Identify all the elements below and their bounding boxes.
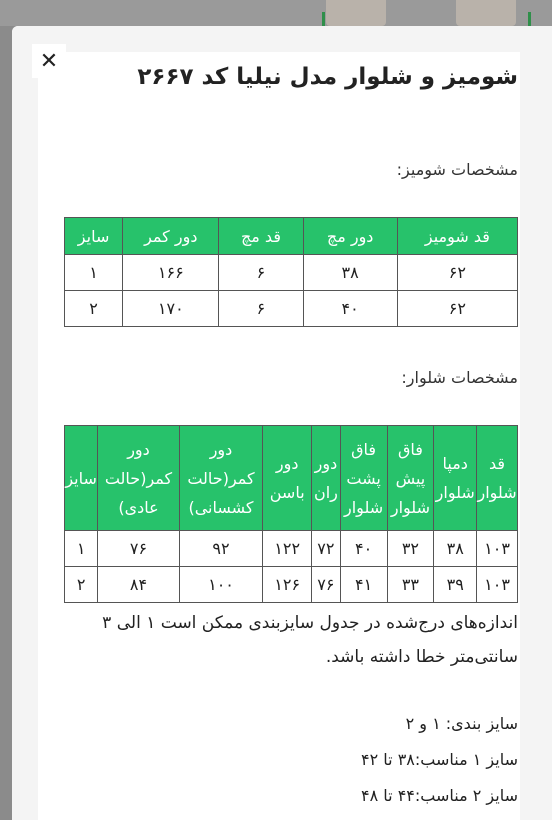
column-header: دور مچ [303,218,397,255]
column-header: دور کمر(حالت کشسانی) [179,426,263,531]
table-cell: ۳۹ [434,567,477,603]
table-cell: ۱ [65,531,98,567]
shirt-section-label: مشخصات شومیز: [396,160,518,179]
table-cell: ۱۲۲ [263,531,312,567]
table-cell: ۴۰ [340,531,387,567]
table-row [65,567,518,603]
close-icon: ✕ [39,48,59,74]
table-cell: ۷۶ [312,567,341,603]
background-accent [528,12,531,26]
table-row [65,255,518,291]
table-cell: ۶۲ [397,291,517,327]
table-cell: ۴۱ [340,567,387,603]
table-header-row [65,426,518,531]
column-header: دور باسن [263,426,312,531]
table-cell: ۱۷۰ [123,291,219,327]
background-thumbnail [326,0,386,26]
table-cell: ۳۸ [303,255,397,291]
table-cell: ۴۰ [303,291,397,327]
shirt-size-table [64,217,518,327]
table-cell: ۳۲ [387,531,434,567]
background-thumbnail [456,0,516,26]
table-cell: ۳۳ [387,567,434,603]
column-header: دمپا شلوار [434,426,477,531]
column-header: فاق پیش شلوار [387,426,434,531]
modal-content [38,52,520,820]
table-row [65,531,518,567]
column-header: دور کمر(حالت عادی) [98,426,179,531]
background-accent [322,12,325,26]
table-cell: ۹۲ [179,531,263,567]
table-cell: ۷۲ [312,531,341,567]
table-cell: ۱۰۳ [477,567,518,603]
product-title: شومیز و شلوار مدل نیلیا کد ۲۶۶۷ [137,64,518,90]
column-header: فاق پشت شلوار [340,426,387,531]
column-header: قد مچ [219,218,303,255]
pants-size-table [64,425,518,603]
table-cell: ۲ [65,567,98,603]
table-cell: ۶ [219,255,303,291]
table-cell: ۱ [65,255,123,291]
table-cell: ۳۸ [434,531,477,567]
column-header: قد شلوار [477,426,518,531]
table-cell: ۲ [65,291,123,327]
column-header: سایز [65,426,98,531]
table-cell: ۱۲۶ [263,567,312,603]
column-header: سایز [65,218,123,255]
table-cell: ۶۲ [397,255,517,291]
size-2-fit-info: سایز ۲ مناسب:۴۴ تا ۴۸ [361,786,518,805]
table-cell: ۱۶۶ [123,255,219,291]
table-cell: ۱۰۰ [179,567,263,603]
table-cell: ۱۰۳ [477,531,518,567]
column-header: دور ران [312,426,341,531]
pants-section-label: مشخصات شلوار: [401,368,518,387]
measurement-note: اندازه‌های درج‌شده در جدول سایزبندی ممکن است ۱ الی ۳ سانتی‌متر خطا داشته باشد. [102,613,518,667]
table-cell: ۶ [219,291,303,327]
table-cell: ۸۴ [98,567,179,603]
column-header: قد شومیز [397,218,517,255]
size-1-fit-info: سایز ۱ مناسب:۳۸ تا ۴۲ [361,750,518,769]
column-header: دور کمر [123,218,219,255]
size-range-info: سایز بندی: ۱ و ۲ [405,714,518,733]
table-row [65,291,518,327]
table-cell: ۷۶ [98,531,179,567]
product-size-modal [12,26,552,820]
table-header-row [65,218,518,255]
